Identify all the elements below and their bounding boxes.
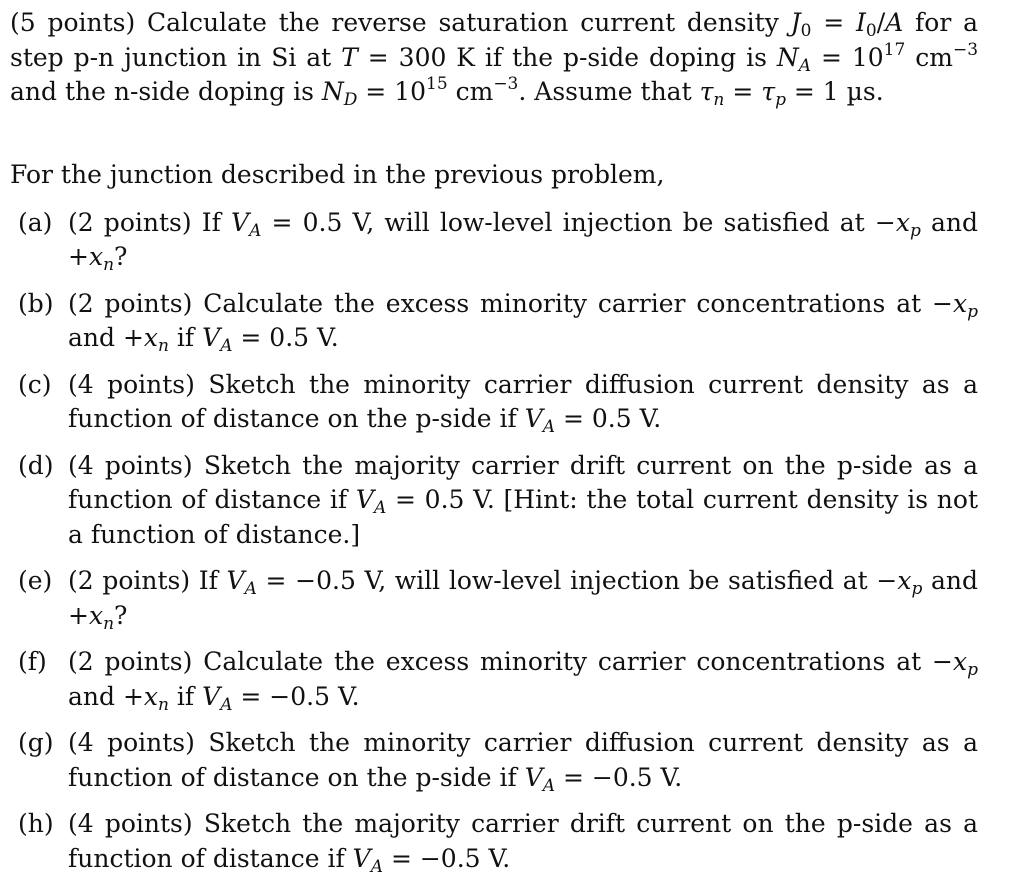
subproblem-list	[10, 206, 978, 877]
subproblem-h	[10, 807, 978, 876]
subproblem-text: (2 points) Calculate the excess minority carrier concentrations at $-x_p$ and $+x_n$ if $V_A = -0.5$ V.	[68, 647, 978, 715]
subproblem-label: (a)	[18, 207, 53, 237]
subproblem-e	[10, 564, 978, 633]
subproblem-text: (4 points) Sketch the minority carrier diffusion current density as a function of distance on the p-side if $V_A = -0.5$ V.	[68, 728, 978, 796]
subproblem-c	[10, 368, 978, 437]
subproblem-b	[10, 287, 978, 356]
subproblem-label: (c)	[18, 369, 52, 399]
document-page	[10, 6, 978, 888]
subproblem-text: (2 points) Calculate the excess minority carrier concentrations at $-x_p$ and $+x_n$ if $V_A = 0.5$ V.	[68, 288, 978, 356]
subproblem-d	[10, 449, 978, 553]
intro-sentence: For the junction described in the previous problem,	[10, 159, 665, 189]
subproblem-label: (e)	[18, 566, 53, 595]
subproblem-text: (2 points) If $V_A = 0.5$ V, will low-level injection be satisfied at $-x_p$ and $+x_n$?	[68, 207, 978, 275]
subproblem-a	[10, 206, 978, 275]
subproblem-text: (4 points) Sketch the minority carrier diffusion current density as a function of distance on the p-side if $V_A = 0.5$ V.	[68, 369, 978, 437]
subproblem-f	[10, 645, 978, 714]
subproblem-text: (2 points) If $V_A = -0.5$ V, will low-level injection be satisfied at $-x_p$ and $+x_n$?	[68, 566, 978, 634]
subproblem-label: (f)	[18, 647, 47, 676]
subproblem-text: (4 points) Sketch the majority carrier drift current on the p-side as a function of distance if $V_A = 0.5$ V. [Hint: the total current density is not a function of distance.]	[68, 450, 978, 549]
subproblem-label: (d)	[18, 450, 54, 480]
subproblem-text: (4 points) Sketch the majority carrier drift current on the p-side as a function of distance if $V_A = -0.5$ V.	[68, 809, 978, 877]
subproblem-label: (h)	[18, 809, 54, 838]
problem-statement: (5 points) Calculate the reverse saturation current density $J_0 = I_0/A$ for a step p-n junction in Si at T = 300 K if the p-side doping is $N_A = 10^{17}$ $cm^{-3}$ and the n-side doping is $N_D = 10^{15}$ $cm^{-3}$. Assume that $\tau_n = \tau_p = 1$ µs.	[10, 8, 979, 110]
subproblem-label: (b)	[18, 288, 54, 318]
subproblem-label: (g)	[18, 728, 54, 757]
subproblem-g	[10, 726, 978, 795]
